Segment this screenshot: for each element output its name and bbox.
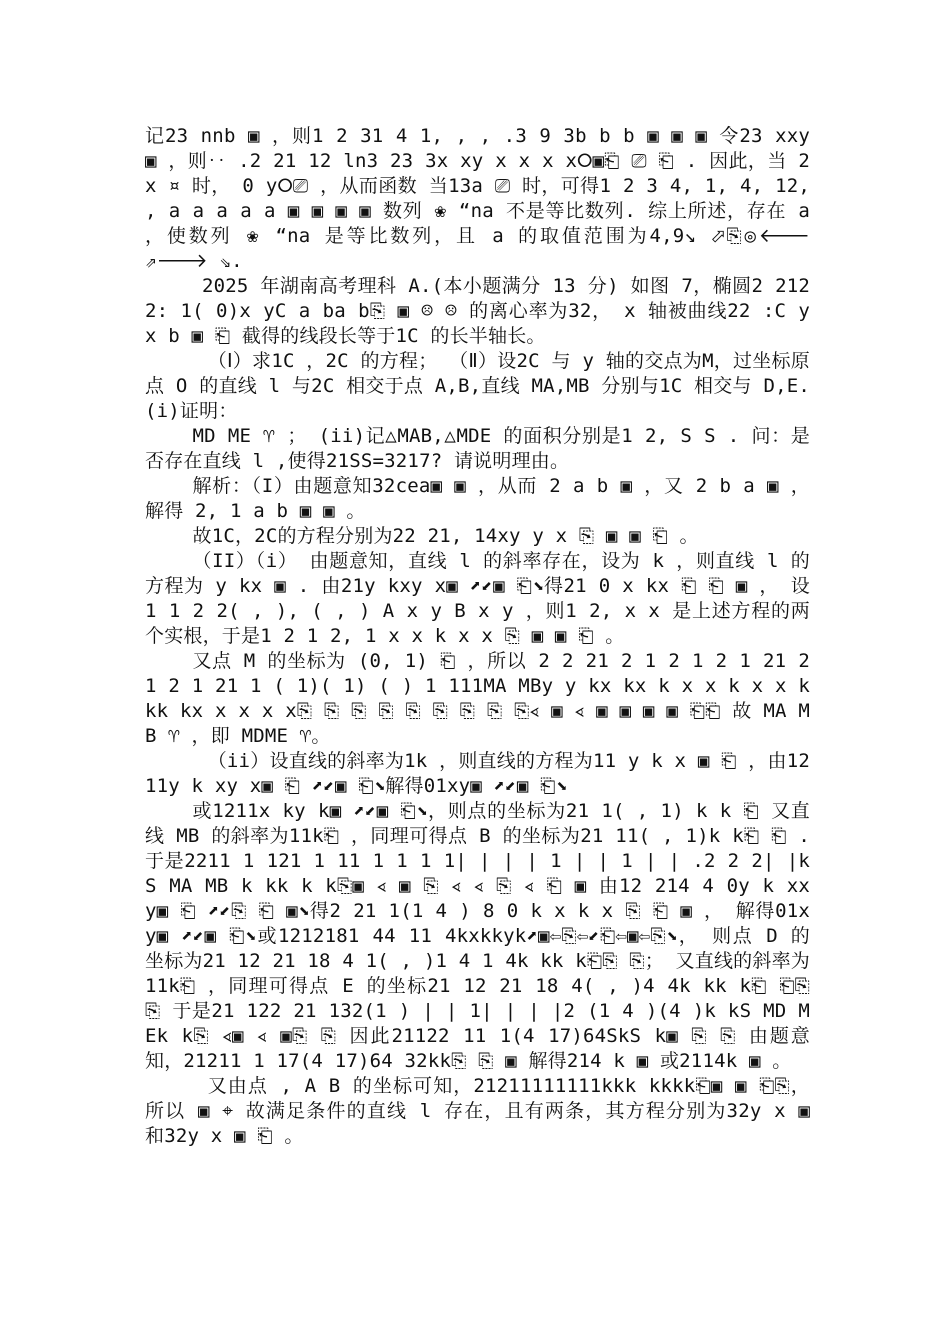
paragraph-solution-start: 解析：（I）由题意知32cea▣ ▣ ，从而 2 a b ▣ ，又 2 b a ▣ ，解得 2, 1 a b ▣ ▣ 。 <box>145 475 810 522</box>
paragraph-question-part-2: MD ME ♈ ； (ii)记△MAB,△MDE 的面积分别是1 2, S S . 问：是否存在直线 l ,使得21SS=3217? 请说明理由。 <box>145 425 810 472</box>
paragraph-question-part-1: （Ⅰ）求1C ，2C 的方程； （Ⅱ）设2C 与 y 轴的交点为M，过坐标原点 O 的直线 l 与2C 相交于点 A,B,直线 MA,MB 分别与1C 相交与 D,E. (i)证明： <box>145 350 810 422</box>
paragraph-coordinate-m: 又点 M 的坐标为 (0, 1) ⎗ ，所以 2 2 21 2 1 2 1 2 1 21 2 1 2 1 21 1 ( 1)( 1) ( ) 1 111MA MBy y kx kx k x x k x x k kk kx x x x x⎘ ⎘ ⎘ ⎘ ⎘ ⎘ ⎘ ⎘ ⎘∢ ▣ ∢ ▣ ▣ ▣ ▣ ⎗⎗ 故 MA MB ♈ ，即 MDME ♈。 <box>145 650 810 747</box>
paragraph-final-conclusion: 又由点 , A B 的坐标可知，21211111111kkk kkkk⎗▣ ▣ ⎗⎘， 所以 ▣ ⌖ 故满足条件的直线 l 存在，且有两条，其方程分别为32y x ▣ 和32y x ▣ ⎗ 。 <box>145 1075 810 1147</box>
paragraph-proof-conclusion: 记23 nnb ▣ ，则1 2 31 4 1, , , .3 9 3b b b ▣ ▣ ▣ 令23 xxy ▣ ，则‥ .2 21 12 ln3 23 3x xy x x x x⭘▣⎗ ⎚ ⎗ . 因此，当 2 x ¤ 时， 0 y⭘⎚ ，从而函数 当13a ⎚ 时，可得1 2 3 4, 1, 4, 12, , a a a a a ▣ ▣ ▣ ▣ 数列 ❀ “na 不是等比数列. 综上所述，存在 a ，使数列 ❀ “na 是等比数列，且 a 的取值范围为4,9↘ ⬀⎘◎🡐 ⇗🡒 ⇘. <box>145 125 810 272</box>
paragraph-part-ii-i: （II）（i） 由题意知，直线 l 的斜率存在，设为 k ，则直线 l 的方程为 y kx ▣ . 由21y kxy x▣ ⬈⬋▣ ⎗⬊得21 0 x kx ⎗ ⎗ ▣ ， 设1 1 2 2( , ), ( , ) A x y B x y ，则1 2, x x 是上述方程的两个实根，于是1 2 1 2, 1 x x k x x ⎘ ▣ ▣ ⎗ 。 <box>145 550 810 647</box>
paragraph-area-derivation: 或1211x ky k▣ ⬈⬋▣ ⎗⬊，则点的坐标为21 1( , 1) k k ⎗ 又直线 MB 的斜率为11k⎗ ，同理可得点 B 的坐标为21 11( , 1)k k⎗ ⎗ . 于是2211 1 121 1 11 1 1 1 1| | | | 1 | | 1 | | .2 2 2| |kS MA MB k kk k k⎘▣ ∢ ▣ ⎘ ∢ ∢ ⎘ ∢ ⎗ ▣ 由12 214 4 0y k xx y▣ ⎗ ⬈⬋⎘ ⎗ ▣⬊得2 21 1(1 4 ) 8 0 k x k x ⎘ ⎗ ▣ ， 解得01xy▣ ⬈⬋▣ ⎗⬊或1212181 44 11 4kxkkyk⬈▣⇦⎘⇦⬋⎗⇦▣⇦⎘⬊， 则点 D 的坐标为21 12 21 18 4 1( , )1 4 1 4k kk k⎗⎘ ⎘； 又直线的斜率为11k⎗ ，同理可得点 E 的坐标21 12 21 18 4( , )4 4k kk k⎗ ⎗⎘ ⎘ 于是21 122 21 132(1 ) | | 1| | | |2 (1 4 )(4 )k kS MD MEk k⎘ ∢▣ ∢ ▣⎘ ⎘ 因此21122 11 1(4 17)64SkS k▣ ⎘ ⎘ 由题意知，21211 1 17(4 17)64 32kk⎘ ⎘ ▣ 解得214 k ▣ 或2114k ▣ 。 <box>145 800 810 1072</box>
paragraph-problem-statement: 2025 年湖南高考理科 A.(本小题满分 13 分) 如图 7，椭圆2 212 2: 1( 0)x yC a ba b⎘ ▣ ☹ ☹ 的离心率为32， x 轴被曲线22 :C y x b ▣ ⎗ 截得的线段长等于1C 的长半轴长。 <box>145 275 810 347</box>
paragraph-equations-result: 故1C，2C的方程分别为22 21, 14xy y x ⎘ ▣ ▣ ⎗ 。 <box>192 525 699 547</box>
paragraph-part-ii-ii: （ii）设直线的斜率为1k ，则直线的方程为11 y k x ▣ ⎗ ，由1211y k xy x▣ ⎗ ⬈⬋▣ ⎗⬊解得01xy▣ ⬈⬋▣ ⎗⬊ <box>145 750 810 797</box>
